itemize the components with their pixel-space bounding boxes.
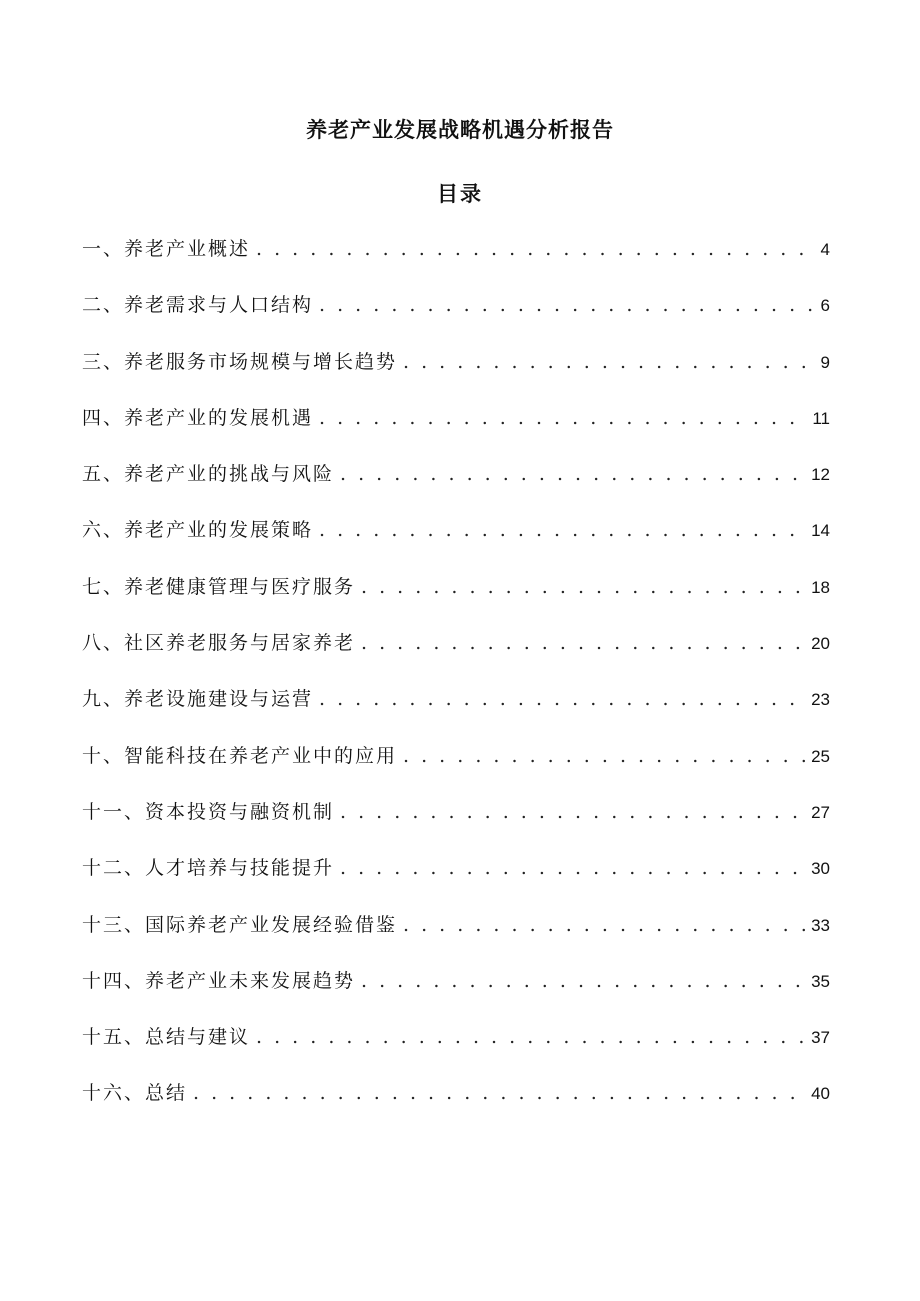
toc-dot-leader: [340, 855, 805, 881]
toc-entry-page-number: 23: [811, 690, 830, 710]
toc-entry-label: 三、养老服务市场规模与增长趋势: [82, 350, 398, 373]
toc-dot-leader: [319, 405, 806, 431]
toc-entry[interactable]: [82, 968, 830, 1024]
toc-dot-leader: [340, 461, 805, 487]
toc-entry[interactable]: [82, 630, 830, 686]
toc-entry-label: 五、养老产业的挑战与风险: [82, 463, 335, 486]
toc-entry-label: 一、养老产业概述: [82, 238, 251, 260]
toc-dot-leader: [403, 743, 805, 769]
toc-heading: 目录: [437, 181, 483, 206]
toc-entry-label: 十四、养老产业未来发展趋势: [82, 969, 356, 992]
toc-entry[interactable]: [82, 405, 830, 461]
toc-entry[interactable]: [82, 912, 830, 968]
toc-entry-page-number: 37: [811, 1028, 830, 1048]
toc-entry-label: 二、养老需求与人口结构: [82, 294, 314, 317]
toc-entry[interactable]: [82, 1024, 830, 1080]
toc-entry-label: 六、养老产业的发展策略: [82, 519, 314, 542]
toc-entry-label: 十、智能科技在养老产业中的应用: [82, 744, 398, 767]
toc-dot-leader: [340, 799, 805, 825]
toc-entry-page-number: 11: [812, 408, 830, 428]
toc-dot-leader: [361, 574, 805, 600]
toc-entry[interactable]: [82, 236, 830, 292]
toc-entry[interactable]: [82, 517, 830, 573]
toc-entry-page-number: 6: [820, 296, 830, 316]
toc-entry[interactable]: [82, 743, 830, 799]
toc-entry[interactable]: [82, 686, 830, 742]
toc-dot-leader: [319, 292, 815, 318]
toc-dot-leader: [193, 1080, 805, 1106]
toc-entry-label: 七、养老健康管理与医疗服务: [82, 575, 356, 598]
toc-dot-leader: [256, 1024, 805, 1050]
toc-dot-leader: [403, 912, 805, 938]
toc-entry[interactable]: [82, 1080, 830, 1136]
table-of-contents: [82, 236, 830, 1137]
toc-dot-leader: [319, 517, 805, 543]
toc-entry-label: 九、养老设施建设与运营: [82, 688, 314, 711]
toc-entry-page-number: 4: [820, 240, 830, 259]
toc-entry-page-number: 27: [811, 802, 830, 822]
toc-entry-page-number: 30: [811, 859, 830, 879]
toc-entry-page-number: 20: [811, 634, 830, 654]
toc-entry-page-number: 35: [811, 971, 830, 991]
toc-entry-label: 八、社区养老服务与居家养老: [82, 632, 356, 655]
toc-entry-label: 十三、国际养老产业发展经验借鉴: [82, 913, 398, 936]
toc-entry-page-number: 18: [811, 577, 830, 597]
toc-entry[interactable]: [82, 855, 830, 911]
toc-entry-page-number: 25: [811, 746, 830, 766]
toc-entry[interactable]: [82, 799, 830, 855]
toc-entry-label: 十六、总结: [82, 1082, 188, 1105]
toc-entry[interactable]: [82, 461, 830, 517]
document-title: 养老产业发展战略机遇分析报告: [306, 117, 614, 142]
toc-entry[interactable]: [82, 349, 830, 405]
toc-dot-leader: [256, 236, 815, 262]
toc-dot-leader: [403, 349, 815, 375]
toc-dot-leader: [319, 686, 805, 712]
toc-entry[interactable]: [82, 292, 830, 348]
toc-entry-label: 十一、资本投资与融资机制: [82, 800, 335, 823]
toc-entry-label: 四、养老产业的发展机遇: [82, 406, 314, 429]
toc-entry[interactable]: [82, 574, 830, 630]
toc-entry-page-number: 12: [811, 465, 830, 485]
toc-entry-label: 十五、总结与建议: [82, 1026, 251, 1049]
toc-entry-page-number: 40: [811, 1084, 830, 1104]
toc-entry-label: 十二、人才培养与技能提升: [82, 857, 335, 880]
toc-entry-page-number: 33: [811, 915, 830, 935]
toc-entry-page-number: 9: [820, 352, 830, 372]
toc-dot-leader: [361, 630, 805, 656]
toc-dot-leader: [361, 968, 805, 994]
toc-entry-page-number: 14: [811, 521, 830, 541]
